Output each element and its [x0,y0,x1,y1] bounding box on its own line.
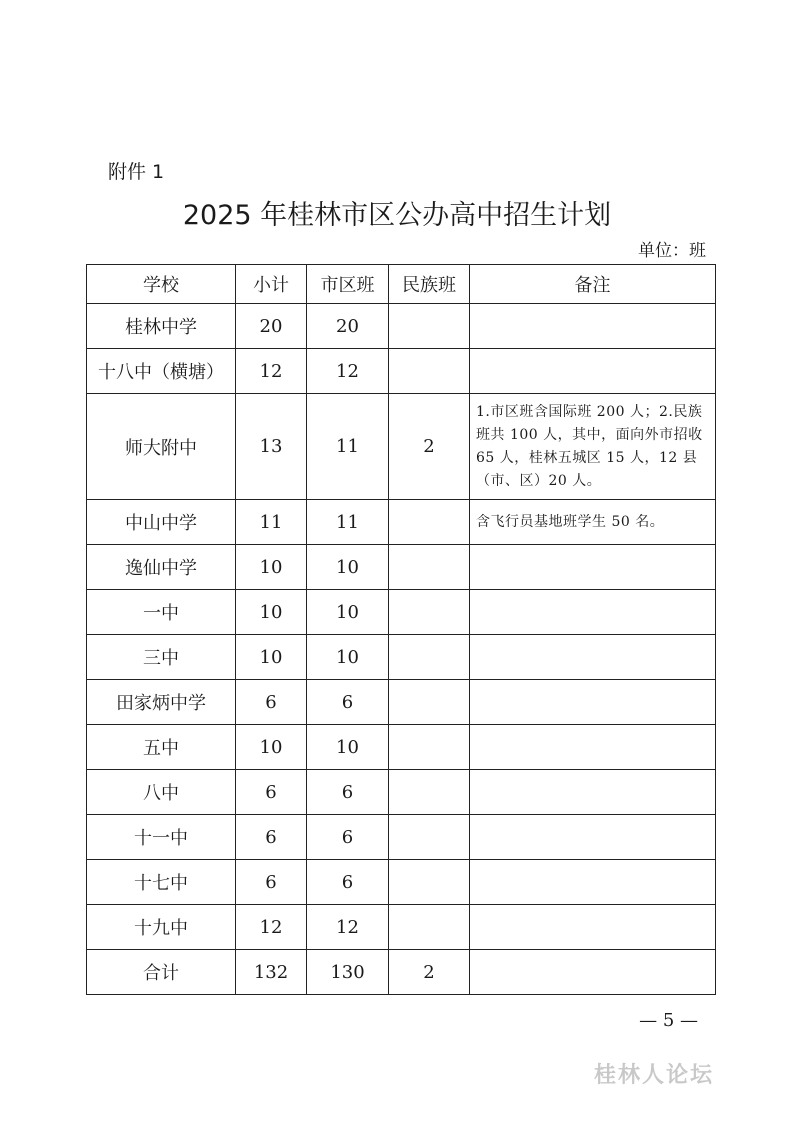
school-name: 逸仙中学 [87,545,236,590]
urban-value: 10 [307,590,389,635]
ethnic-value: 2 [389,394,470,500]
subtotal-value: 10 [236,590,307,635]
school-name: 十七中 [87,860,236,905]
total-urban-value: 130 [307,950,389,995]
document-title: 2025 年桂林市区公办高中招生计划 [182,200,612,231]
table-row [87,725,716,770]
note-cell [470,590,716,635]
table-row [87,349,716,394]
subtotal-value: 12 [236,905,307,950]
urban-value: 6 [307,770,389,815]
table-row [87,304,716,349]
subtotal-value: 11 [236,500,307,545]
urban-value: 11 [307,500,389,545]
school-name: 中山中学 [87,500,236,545]
school-name: 三中 [87,635,236,680]
total-label: 合计 [87,950,236,995]
subtotal-value: 6 [236,770,307,815]
ethnic-value [389,725,470,770]
urban-value: 12 [307,905,389,950]
column-header-urban: 市区班 [307,265,389,304]
table-row [87,545,716,590]
ethnic-value [389,635,470,680]
table-header-row [87,265,716,304]
note-cell: 1.市区班含国际班 200 人；2.民族班共 100 人，其中，面向外市招收 65 人，桂林五城区 15 人，12 县（市、区）20 人。 [470,394,716,500]
table-row [87,680,716,725]
subtotal-value: 6 [236,860,307,905]
subtotal-value: 12 [236,349,307,394]
note-cell [470,635,716,680]
table-row [87,394,716,500]
note-cell: 含飞行员基地班学生 50 名。 [470,500,716,545]
school-name: 田家炳中学 [87,680,236,725]
total-note-cell [470,950,716,995]
ethnic-value [389,815,470,860]
school-name: 八中 [87,770,236,815]
total-row [87,950,716,995]
note-cell [470,815,716,860]
column-header-note: 备注 [470,265,716,304]
subtotal-value: 10 [236,635,307,680]
subtotal-value: 6 [236,815,307,860]
subtotal-value: 6 [236,680,307,725]
column-header-school: 学校 [87,265,236,304]
table-row [87,905,716,950]
note-cell [470,860,716,905]
urban-value: 12 [307,349,389,394]
attachment-label: 附件 1 [108,161,165,183]
school-name: 一中 [87,590,236,635]
page-number: — 5 — [639,1010,698,1031]
table-row [87,815,716,860]
ethnic-value [389,349,470,394]
table-row [87,635,716,680]
school-name: 师大附中 [87,394,236,500]
total-subtotal-value: 132 [236,950,307,995]
table-row [87,770,716,815]
subtotal-value: 10 [236,725,307,770]
school-name: 十九中 [87,905,236,950]
unit-label: 单位：班 [638,241,706,261]
urban-value: 20 [307,304,389,349]
urban-value: 11 [307,394,389,500]
note-cell [470,545,716,590]
school-name: 桂林中学 [87,304,236,349]
table-row [87,590,716,635]
watermark-logo: 桂林人论坛 [594,1063,715,1088]
ethnic-value [389,770,470,815]
table-row [87,860,716,905]
note-cell [470,725,716,770]
subtotal-value: 20 [236,304,307,349]
subtotal-value: 10 [236,545,307,590]
urban-value: 6 [307,680,389,725]
urban-value: 6 [307,860,389,905]
school-name: 五中 [87,725,236,770]
note-cell [470,680,716,725]
note-cell [470,304,716,349]
urban-value: 10 [307,545,389,590]
ethnic-value [389,500,470,545]
ethnic-value [389,590,470,635]
column-header-subtotal: 小计 [236,265,307,304]
ethnic-value [389,680,470,725]
school-name: 十八中（横塘） [87,349,236,394]
ethnic-value [389,304,470,349]
column-header-ethnic: 民族班 [389,265,470,304]
urban-value: 10 [307,635,389,680]
urban-value: 10 [307,725,389,770]
ethnic-value [389,905,470,950]
total-ethnic-value: 2 [389,950,470,995]
enrollment-plan-table [86,264,716,995]
school-name: 十一中 [87,815,236,860]
note-cell [470,770,716,815]
table-row [87,500,716,545]
note-cell [470,905,716,950]
subtotal-value: 13 [236,394,307,500]
urban-value: 6 [307,815,389,860]
ethnic-value [389,860,470,905]
ethnic-value [389,545,470,590]
note-cell [470,349,716,394]
